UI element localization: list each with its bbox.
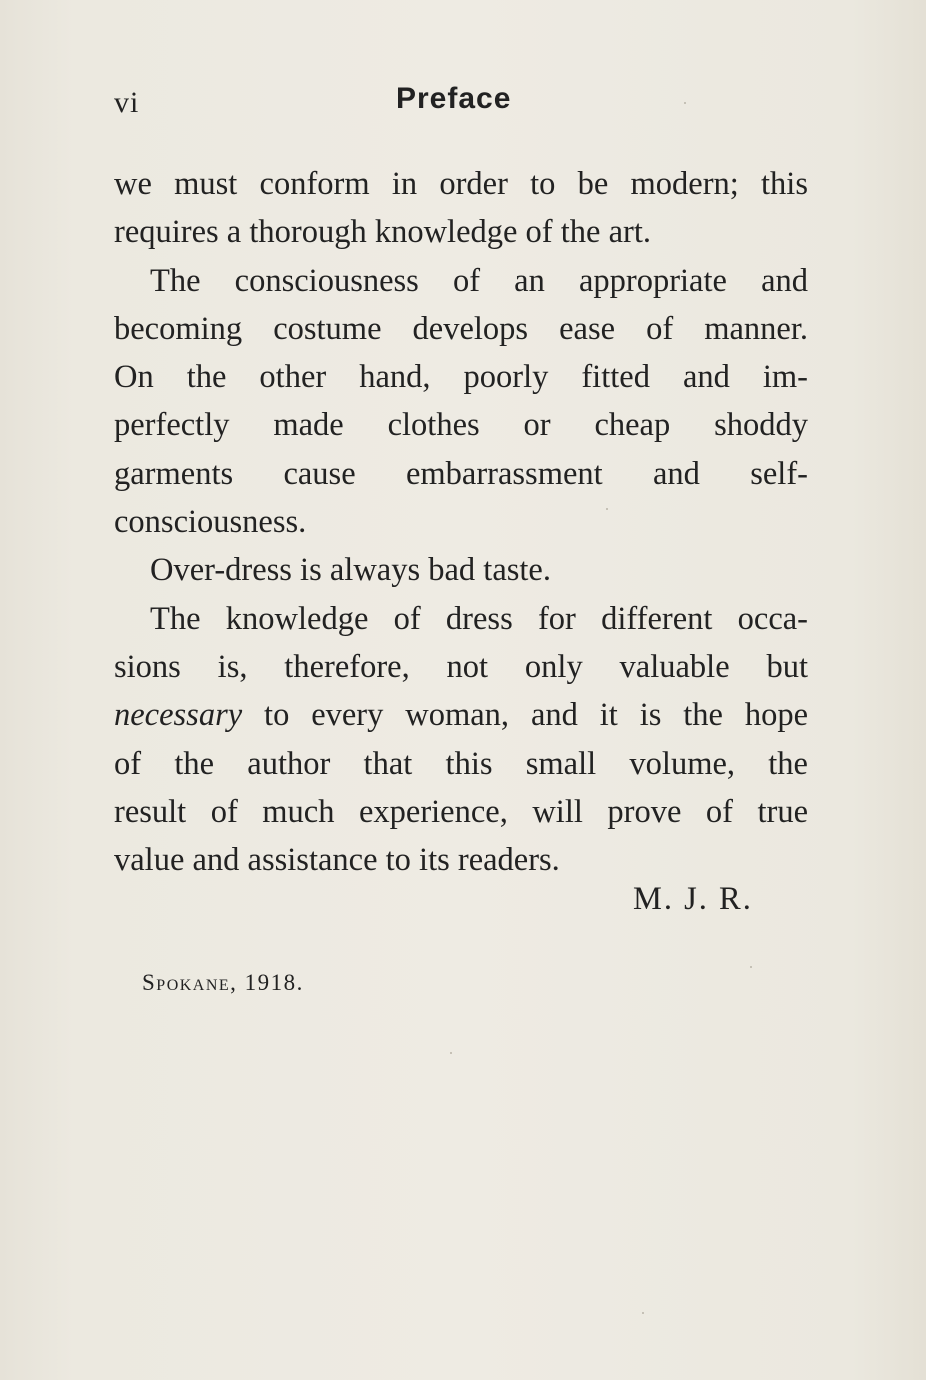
italic-word: necessary xyxy=(114,697,243,734)
page-title: Preface xyxy=(396,82,512,115)
paragraph xyxy=(114,546,808,594)
paper-speck xyxy=(450,1052,452,1054)
text-line: value and assistance to its readers. xyxy=(114,842,560,879)
text-line: On the other hand, poorly fitted and im- xyxy=(114,359,808,396)
text-line: sions is, therefore, not only valuable but xyxy=(114,648,808,685)
paper-speck xyxy=(606,508,608,510)
text-line: requires a thorough knowledge of the art. xyxy=(114,214,651,251)
author-signature: M. J. R. xyxy=(633,881,753,917)
text-line: The knowledge of dress for different occa- xyxy=(150,600,808,637)
text-line: consciousness. xyxy=(114,504,307,541)
text-line: garments cause embarrassment and self- xyxy=(114,455,808,492)
place-date: Spokane, 1918. xyxy=(142,970,304,995)
text-line xyxy=(114,691,808,739)
paper-speck xyxy=(642,1312,644,1314)
text-line: Over-dress is always bad taste. xyxy=(150,552,551,589)
text-line: of the author that this small volume, the xyxy=(114,745,808,782)
text-line: perfectly made clothes or cheap shoddy xyxy=(114,407,808,444)
page-number: vi xyxy=(114,86,140,119)
text-line: we must conform in order to be modern; this xyxy=(114,166,808,202)
paragraph xyxy=(114,595,808,885)
preface-body xyxy=(114,160,808,884)
paper-speck xyxy=(750,966,752,968)
text-line: The consciousness of an appropriate and xyxy=(150,262,808,299)
text-line: becoming costume develops ease of manner. xyxy=(114,310,808,347)
paragraph xyxy=(114,257,808,547)
text-line: result of much experience, will prove of true xyxy=(114,793,808,830)
running-head xyxy=(114,80,814,128)
paper-speck xyxy=(684,102,686,104)
paragraph xyxy=(114,160,808,257)
text-line-rest: to every woman, and it is the hope xyxy=(264,697,809,734)
